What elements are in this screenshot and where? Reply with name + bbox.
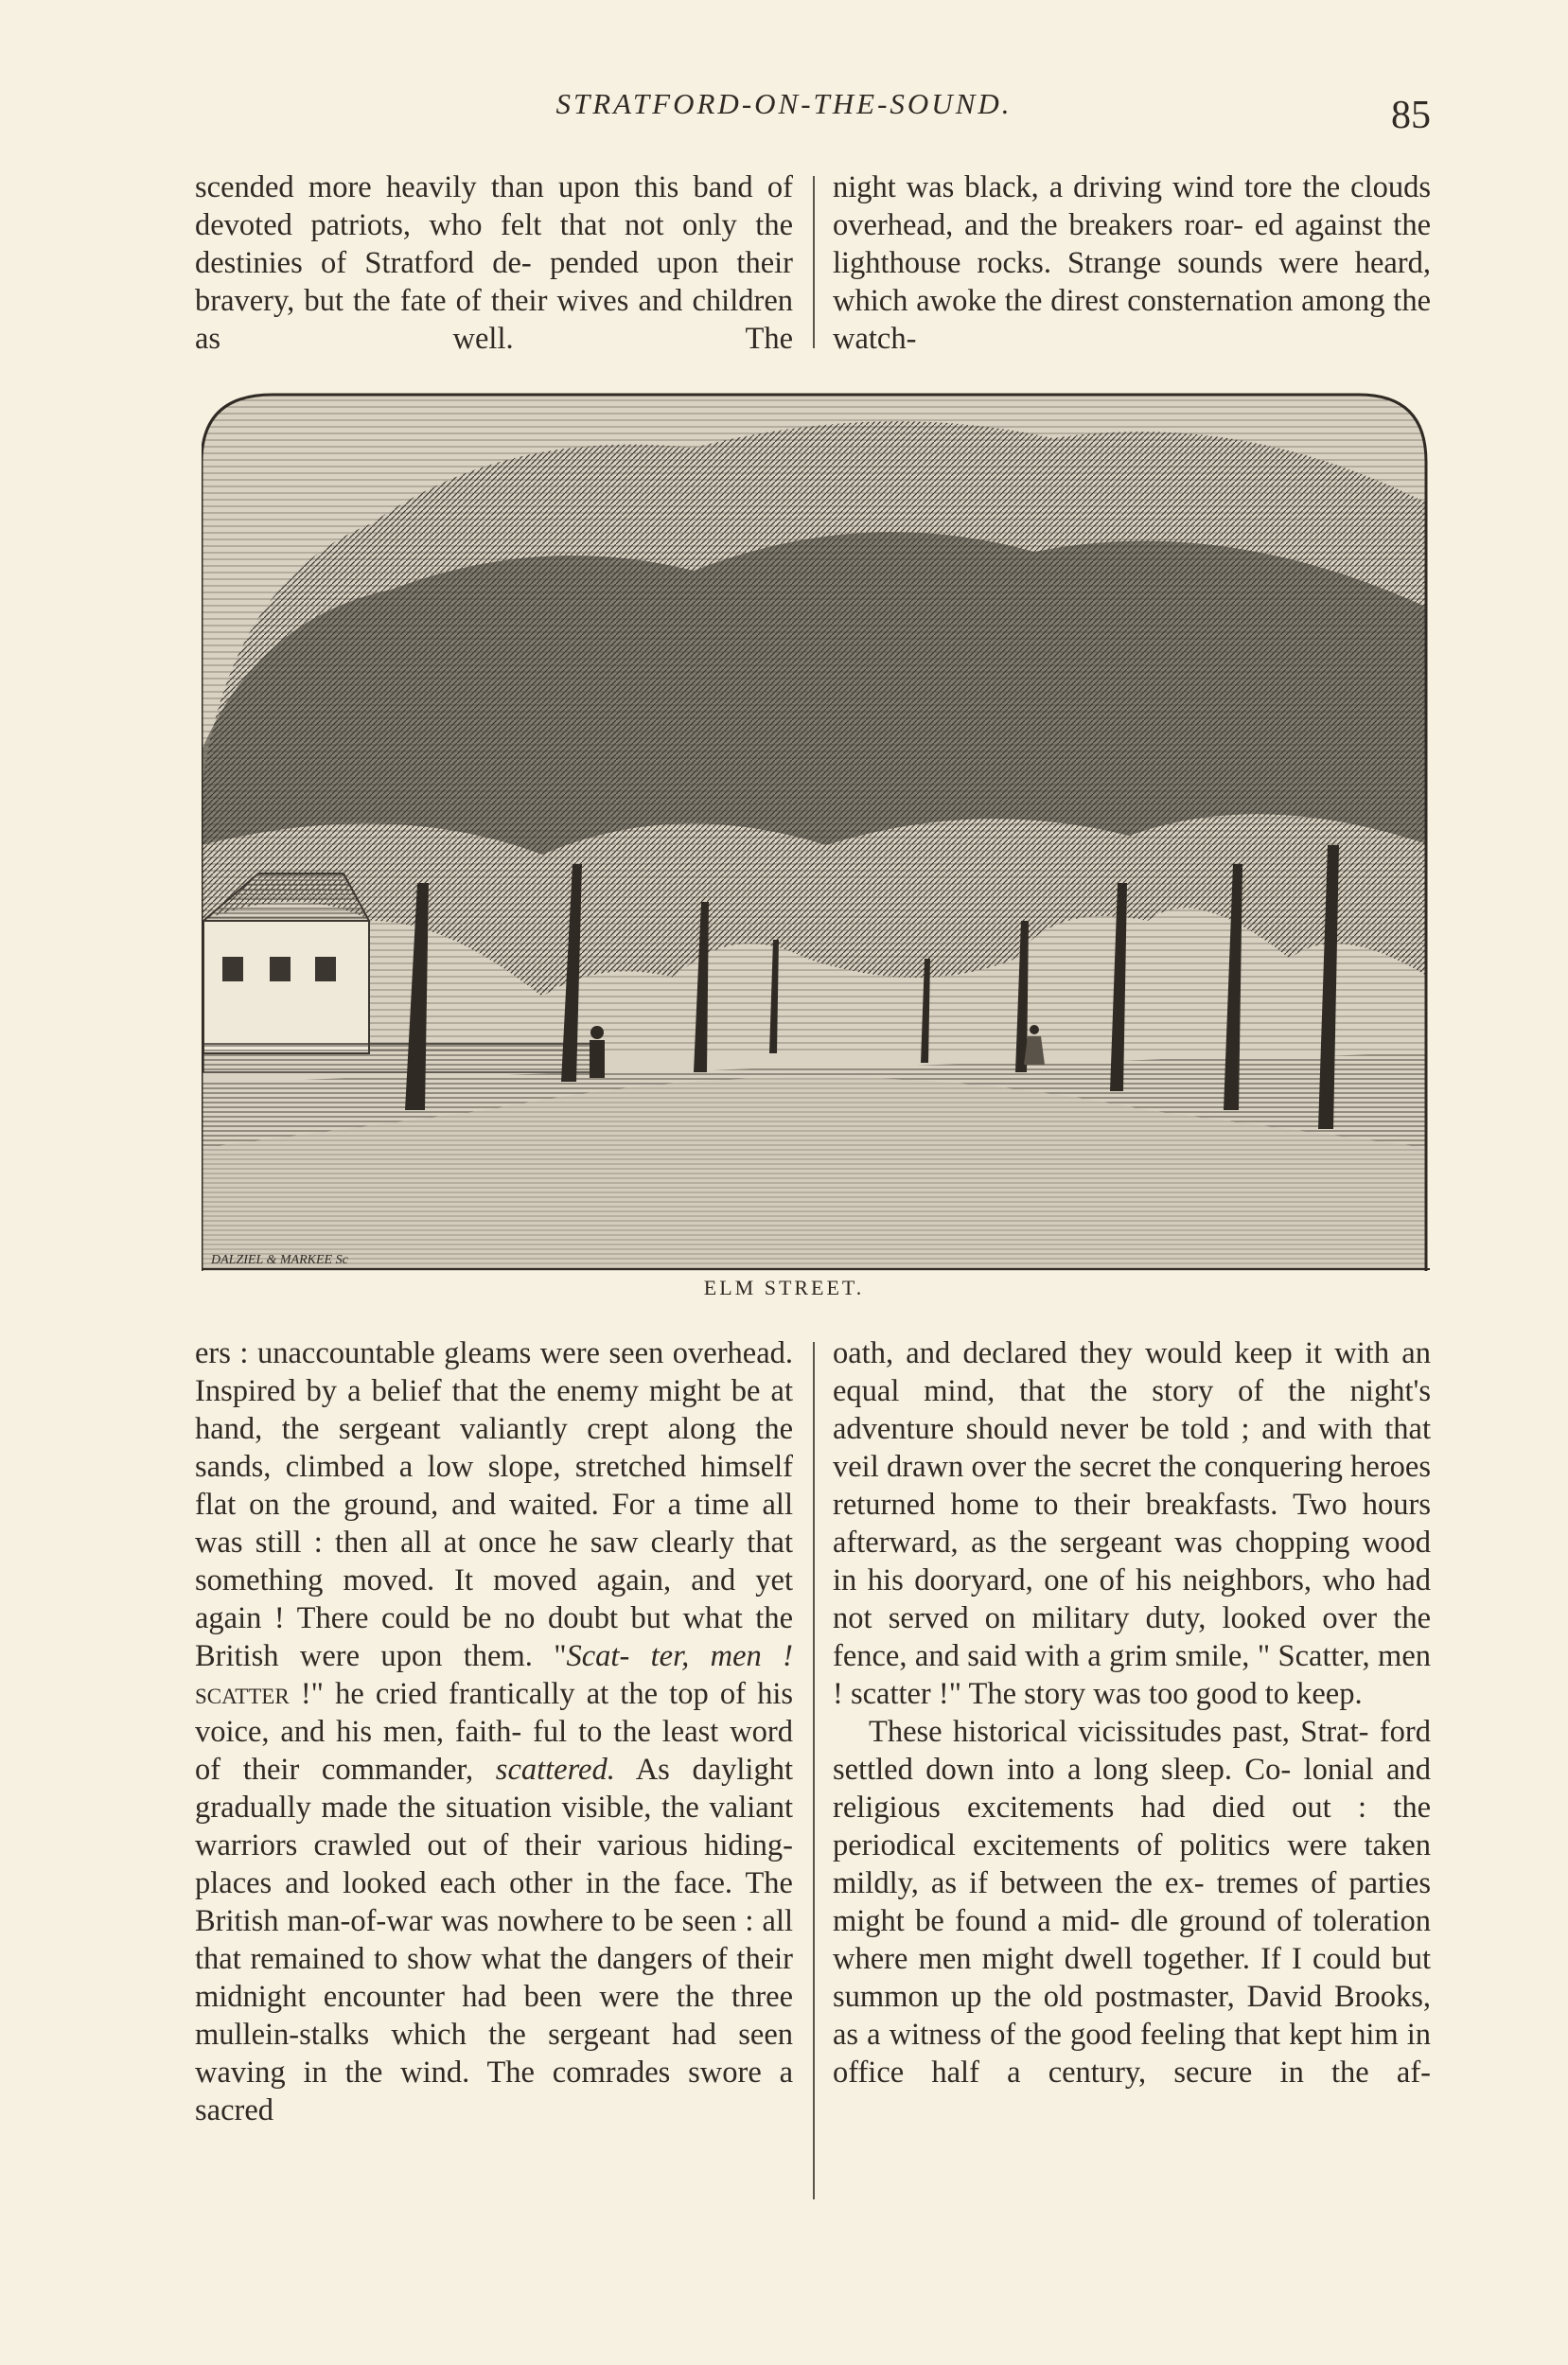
text-run: !" he cried frantically at the top of his voice, and his men, faith- ful to the least word of their commander, [195,1677,793,1787]
column-rule [813,1342,815,2199]
italic-text: scattered. [495,1753,615,1787]
text-column-bottom-left [195,1334,793,2129]
small-caps-text: scatter [195,1677,290,1711]
text-run: ers : unaccountable gleams were seen overhead. Inspired by a belief that the enemy might be at hand, the sergeant valiantly crept along the sands, climbed a low slope, stretched himself flat on the ground, and waited. For a time all was still : then all at once he saw clearly that something moved. It moved again, and yet again ! There could be no doubt but what the British were upon them. " [195,1336,793,1673]
column-rule [813,176,815,348]
paragraph: night was black, a driving wind tore the clouds overhead, and the breakers roar- ed against the lighthouse rocks. Strange sounds were heard, which awoke the direst consternation among the watch- [833,170,1431,356]
paragraph: oath, and declared they would keep it with an equal mind, that the story of the night's adventure should never be told ; and with that veil drawn over the secret the conquering heroes returned home to their breakfasts. Two hours afterward, as the sergeant was chopping wood in his dooryard, one of his neighbors, who had not served on military duty, looked over the fence, and said with a grim smile, " Scatter, men ! scatter !" The story was too good to keep. [833,1336,1431,1711]
illustration-caption: ELM STREET. [703,1276,865,1299]
paragraph: These historical vicissitudes past, Strat- ford settled down into a long sleep. Co- lonial and religious excitements had died out : the periodical excitements of politics were taken mildly, as if between the ex- tremes of parties might be found a mid- dle ground of toleration where men might dwell together. If I could but summon up the old postmaster, David Brooks, as a witness of the good feeling that kept him in office half a century, secure in the af- [833,1715,1431,2090]
italic-text: Scat- ter, men ! [566,1639,793,1673]
running-head: STRATFORD-ON-THE-SOUND. [555,87,1013,120]
engraver-signature: DALZIEL & MARKEE Sc [211,1253,348,1267]
elm-street-engraving [202,391,1430,1271]
text-column-bottom-right [833,1334,1431,2091]
text-column-top-left [195,168,793,358]
paragraph [195,1334,793,2129]
text-column-top-right [833,168,1431,358]
text-run: As daylight gradually made the situation visible, the valiant warriors crawled out of their various hiding-places and looked each other in the face. The British man-of-war was nowhere to be seen : all that remained to show what the dangers of their midnight encounter had been were the three mullein-stalks which the sergeant had seen waving in the wind. The comrades swore a sacred [195,1753,793,2127]
page-number: 85 [1391,94,1431,137]
paragraph: scended more heavily than upon this band of devoted patriots, who felt that not only the destinies of Stratford de- pended upon their bravery, but the fate of their wives and children as well. The [195,170,793,356]
